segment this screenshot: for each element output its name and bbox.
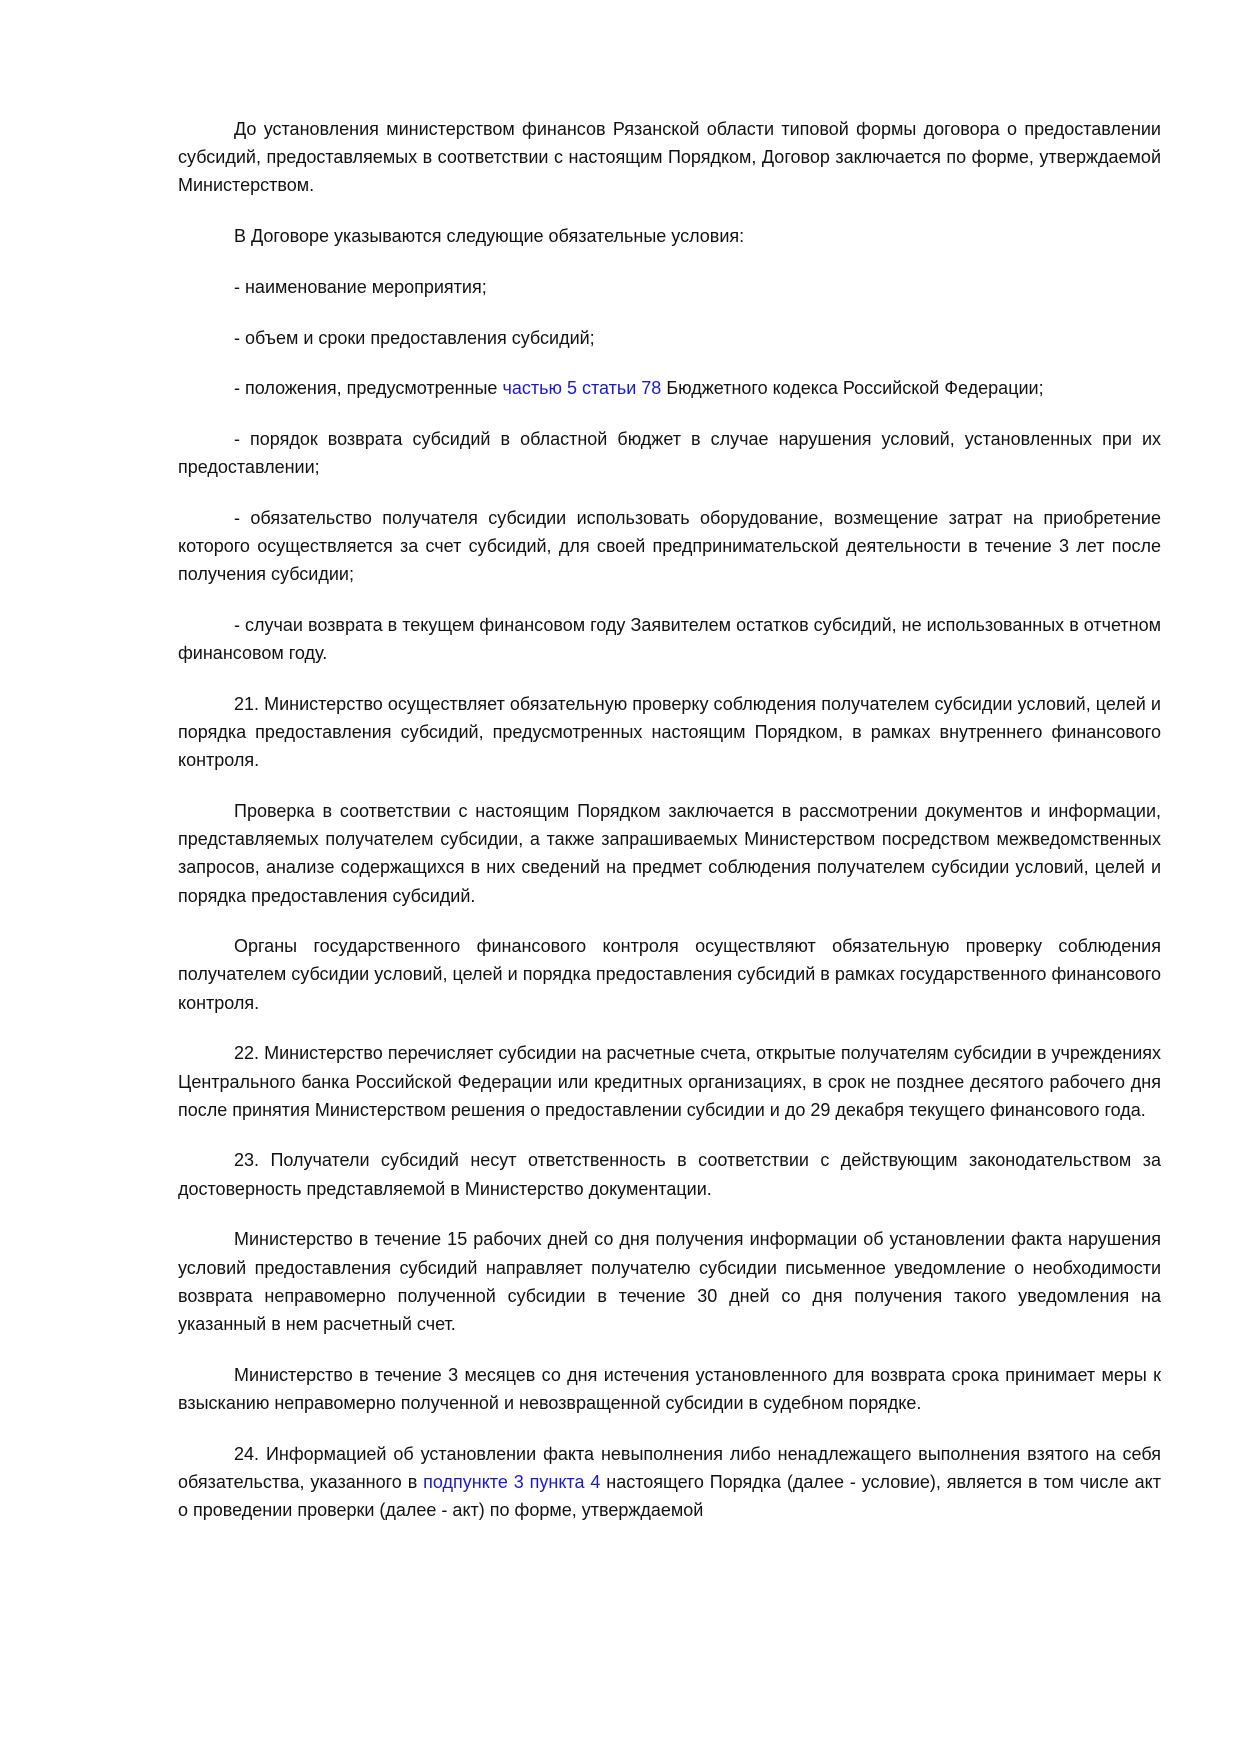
- text: 24. Информацией об установлении факта невыполнения либо ненадлежащего выполнения взятого на себя обязательства, указанного в: [178, 1443, 1161, 1492]
- paragraph: 23. Получатели субсидий несут ответственность в соответствии с действующим законодательством за достоверность представляемой в Министерство документации.: [178, 1150, 1161, 1199]
- list-item: - наименование мероприятия;: [234, 276, 487, 297]
- list-item: - порядок возврата субсидий в областной бюджет в случае нарушения условий, установленных при их предоставлении;: [178, 428, 1161, 478]
- paragraph: 21. Министерство осуществляет обязательную проверку соблюдения получателем субсидии условий, целей и порядка предоставления субсидий, предусмотренных настоящим Порядком, в рамках внутреннего финансового контроля.: [178, 693, 1161, 771]
- paragraph: Органы государственного финансового контроля осуществляют обязательную проверку соблюдения получателем субсидии условий, целей и порядка предоставления субсидий в рамках государственного финансового контроля.: [178, 936, 1161, 1013]
- paragraph: В Договоре указываются следующие обязательные условия:: [234, 226, 745, 247]
- document-page: [178, 115, 1161, 1547]
- law-link[interactable]: частью 5 статьи 78: [502, 378, 662, 399]
- paragraph: Проверка в соответствии с настоящим Порядком заключается в рассмотрении документов и информации, представляемых получателем субсидии, а также запрашиваемых Министерством посредством межведомственных запросов, анализе содержащихся в них сведений на предмет соблюдения получателем субсидии условий, целей и порядка предоставления субсидий.: [178, 800, 1161, 906]
- text: - положения, предусмотренные: [234, 378, 503, 399]
- list-item: - объем и сроки предоставления субсидий;: [234, 327, 595, 348]
- paragraph: До установления министерством финансов Рязанской области типовой формы договора о предоставлении субсидий, предоставляемых в соответствии с настоящим Порядком, Договор заключается по форме, утверждаемой Министерством.: [178, 119, 1161, 196]
- text: Бюджетного кодекса Российской Федерации;: [661, 378, 1044, 399]
- paragraph: [178, 1440, 1161, 1525]
- paragraph: 22. Министерство перечисляет субсидии на расчетные счета, открытые получателям субсидии в учреждениях Центрального банка Российской Федерации или кредитных организациях, в срок не позднее десятого рабочего дня после принятия Министерством решения о предоставлении субсидии и до 29 декабря текущего финансового года.: [178, 1043, 1161, 1120]
- section-link[interactable]: подпункте 3 пункта 4: [423, 1471, 601, 1492]
- list-item: [178, 374, 1161, 402]
- text: настоящего Порядка (далее - условие), является в том числе акт о проведении проверки (далее - акт) по форме, утверждаемой: [178, 1471, 1161, 1521]
- paragraph: Министерство в течение 15 рабочих дней со дня получения информации об установлении факта нарушения условий предоставления субсидий направляет получателю субсидии письменное уведомление о необходимости возврата неправомерно полученной субсидии в течение 30 дней со дня получения такого уведомления на указанный в нем расчетный счет.: [178, 1229, 1161, 1334]
- paragraph: Министерство в течение 3 месяцев со дня истечения установленного для возврата срока принимает меры к взысканию неправомерно полученной и невозвращенной субсидии в судебном порядке.: [178, 1364, 1161, 1413]
- list-item: - случаи возврата в текущем финансовом году Заявителем остатков субсидий, не использованных в отчетном финансовом году.: [178, 614, 1161, 664]
- list-item: - обязательство получателя субсидии использовать оборудование, возмещение затрат на приобретение которого осуществляется за счет субсидий, для своей предпринимательской деятельности в течение 3 лет после получения субсидии;: [178, 507, 1161, 585]
